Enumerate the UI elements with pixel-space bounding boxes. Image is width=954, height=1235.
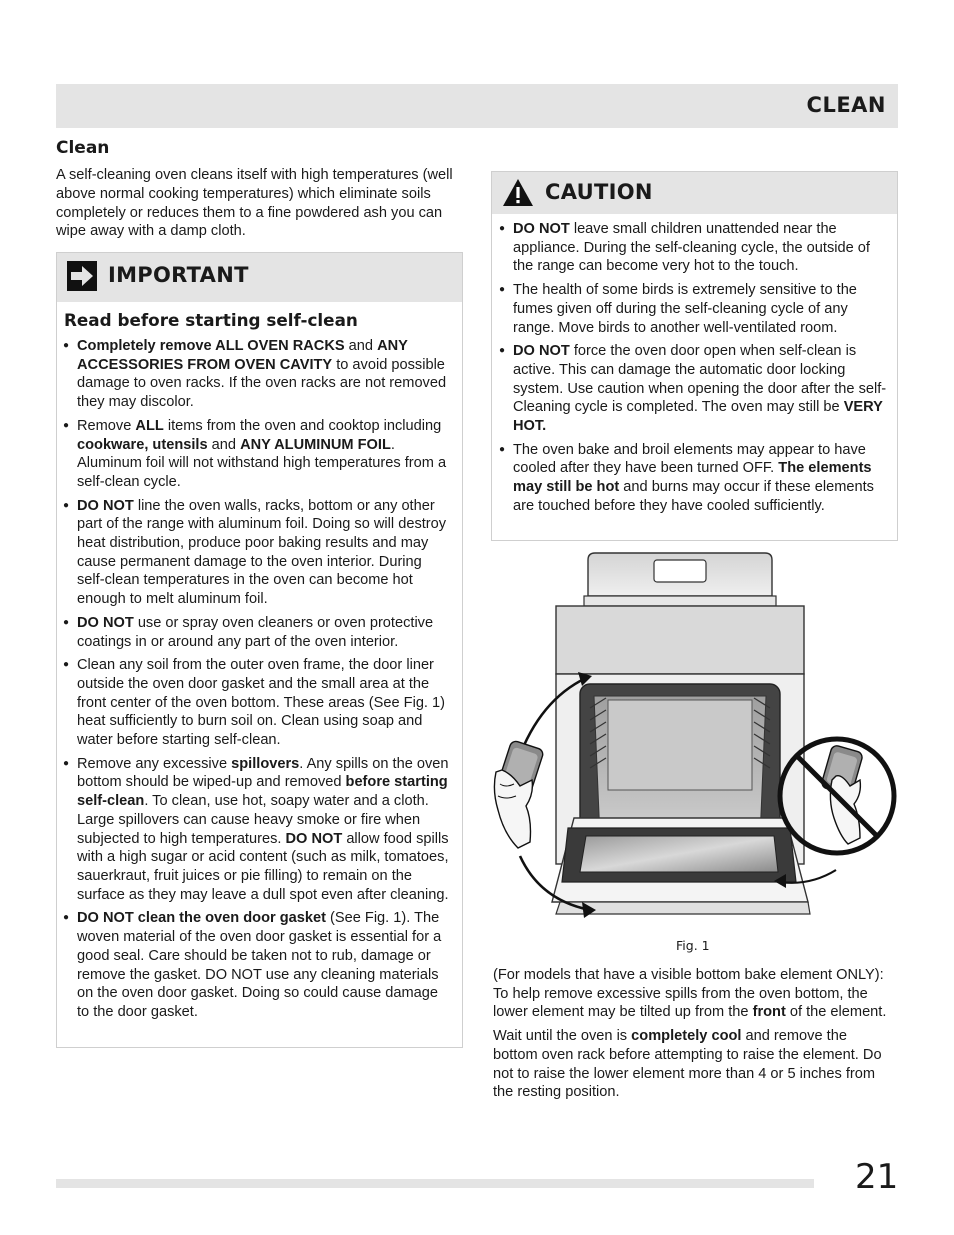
section-header-bar (56, 84, 898, 128)
caution-item-1: ● DO NOT leave small children unattended near the appliance. During the self-cleaning cycle, the outside of the range can become very hot to the touch. (499, 220, 887, 276)
caution-header (492, 172, 897, 214)
important-list (63, 337, 450, 1022)
important-item-1: ● Completely remove ALL OVEN RACKS and ANY ACCESSORIES FROM OVEN CAVITY to avoid possible damage to oven racks. If the oven racks are not removed they may discolor. (63, 337, 450, 412)
paragraph-bake-element: (For models that have a visible bottom bake element ONLY): To help remove excessive spills from the oven bottom, the lower element may be tilted up from the front of the element. (493, 967, 887, 1021)
warning-triangle-icon (502, 178, 534, 207)
figure-caption: Fig. 1 (676, 938, 710, 953)
caution-item-2: ● The health of some birds is extremely sensitive to the fumes given off during the self-cleaning cycle of any range. Move birds to another well-ventilated room. (499, 281, 887, 337)
important-header (57, 253, 462, 302)
important-item-5: ● Clean any soil from the outer oven frame, the door liner outside the oven door gasket and the small area at the front center of the oven bottom. These areas (See Fig. 1) heat sufficiently to burn soil on. Clean using soap and water before starting self-clean. (63, 656, 450, 750)
page-number: 21 (855, 1157, 899, 1197)
important-subtitle: Read before starting self-clean (64, 310, 358, 330)
important-item-7: ● DO NOT clean the oven door gasket (See Fig. 1). The woven material of the oven door gasket is essential for a good seal. Care should be taken not to rub, damage or remove the gasket. DO NOT use any cleaning materials on the oven door gasket. Doing so could cause damage to the door gasket. (63, 909, 450, 1021)
clean-heading: Clean (56, 138, 110, 158)
important-title: IMPORTANT (108, 263, 249, 287)
caution-title: CAUTION (545, 180, 653, 204)
important-item-2: ● Remove ALL items from the oven and cooktop including cookware, utensils and ANY ALUMINUM FOIL. Aluminum foil will not withstand high temperatures from a self-clean cycle. (63, 417, 450, 492)
caution-box (491, 171, 898, 541)
important-item-4: ● DO NOT use or spray oven cleaners or oven protective coatings in or around any part of the oven interior. (63, 614, 450, 651)
caution-body (492, 214, 897, 516)
important-body (57, 302, 462, 1022)
paragraph-wait-cool: Wait until the oven is completely cool and remove the bottom oven rack before attempting to raise the element. Do not to raise the lower element more than 4 or 5 inches from the resting position. (493, 1028, 882, 1101)
caution-list (499, 220, 887, 516)
oven-illustration (490, 548, 900, 920)
caution-item-3: ● DO NOT force the oven door open when self-clean is active. This can damage the automatic door locking system. Use caution when opening the door after the self-Cleaning cycle is completed. The oven may still be VERY HOT. (499, 342, 887, 436)
clean-intro-section (56, 138, 463, 241)
section-title: CLEAN (806, 93, 886, 117)
footer-bar (56, 1179, 814, 1188)
caution-item-4: ● The oven bake and broil elements may appear to have cooled after they have been turned OFF. The elements may still be hot and burns may occur if these elements are touched before they have cooled sufficiently. (499, 441, 887, 516)
arrow-right-icon (67, 261, 97, 291)
important-item-3: ● DO NOT line the oven walls, racks, bottom or any other part of the range with aluminum foil. Doing so will destroy heat distribution, produce poor baking results and may cause permanent damage to the oven interior. During self-clean temperatures in the oven can become hot enough to melt aluminum foil. (63, 497, 450, 609)
hand-with-sponge-icon (494, 740, 544, 848)
important-item-6: ● Remove any excessive spillovers. Any spills on the oven bottom should be wiped-up and removed before starting self-clean. To clean, use hot, soapy water and a cloth. Large spillovers can cause heavy smoke or fire when subjected to high temperatures. DO NOT allow food spills with a high sugar or acid content (such as milk, tomatoes, sauerkraut, fruit juices or pie filling) to remain on the surface as they may leave a dull spot even after cleaning. (63, 755, 450, 905)
clean-intro-text: A self-cleaning oven cleans itself with high temperatures (well above normal cooking temperatures) which eliminate soils completely or reduces them to a fine powdered ash you can wipe away with a damp cloth. (56, 167, 453, 240)
important-box (56, 252, 463, 1048)
bake-element-instructions (493, 966, 895, 1107)
